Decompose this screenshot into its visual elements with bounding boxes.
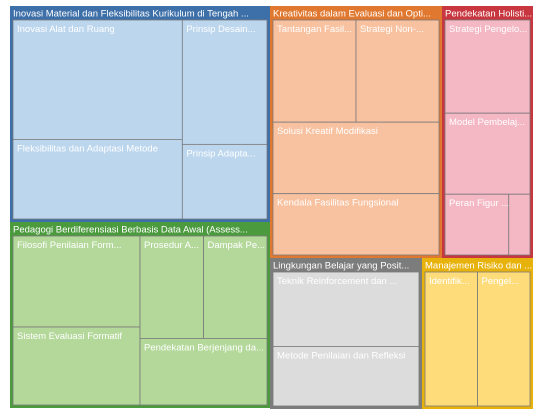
tile-label: Inovasi Alat dan Ruang	[17, 24, 115, 35]
tile-label: Identifik...	[429, 276, 470, 287]
tile-label: Tantangan Fasil...	[277, 24, 352, 35]
tile-label: Kendala Fasilitas Fungsional	[277, 197, 399, 209]
tile-label: Model Pembelaj...	[449, 117, 526, 129]
treemap-tile[interactable]	[140, 236, 204, 338]
tile-label: Teknik Reinforcement dan ...	[277, 276, 398, 287]
group-header-label: Kreativitas dalam Evaluasi dan Opti...	[273, 8, 431, 20]
tile-label: Fleksibilitas dan Adaptasi Metode	[17, 143, 158, 155]
group-header-label: Pedagogi Berdiferensiasi Berbasis Data Awal (Assess...	[13, 224, 248, 236]
tile-label: Solusi Kreatif Modifikasi	[277, 126, 378, 138]
tile-label: Pendekatan Berjenjang da...	[144, 342, 264, 354]
group-header-label: Pendekatan Holisti...	[445, 8, 533, 20]
group-header-label: Lingkungan Belajar yang Posit...	[273, 260, 410, 272]
treemap-tile[interactable]	[356, 20, 439, 122]
treemap-tile[interactable]	[478, 272, 531, 406]
tile-label: Prinsip Desain...	[186, 24, 256, 35]
tile-label: Filosofi Penilaian Form...	[17, 240, 122, 251]
tile-label: Pengel...	[481, 276, 519, 287]
tile-label: Prosedur A...	[144, 240, 199, 251]
tile-label: Strategi Pengelo...	[449, 24, 528, 35]
treemap-tile[interactable]	[204, 236, 268, 338]
tile-label: Prinsip Adapta...	[186, 148, 256, 160]
treemap-tile[interactable]	[13, 20, 182, 139]
group-header-label: Manajemen Risiko dan ...	[425, 260, 533, 272]
treemap-tile[interactable]	[425, 272, 478, 406]
tile-label: Strategi Non-...	[360, 24, 424, 35]
tile-label: Peran Figur ...	[449, 198, 510, 210]
tile-label: Dampak Pe...	[207, 240, 266, 251]
group-header-label: Inovasi Material dan Fleksibilitas Kurikulum di Tengah ...	[13, 8, 249, 20]
treemap-tile[interactable]	[182, 20, 267, 144]
tile-label: Sistem Evaluasi Formatif	[17, 331, 123, 342]
treemap-tile[interactable]	[273, 20, 356, 122]
treemap-tile[interactable]	[509, 194, 530, 255]
tile-label: Metode Penilaian dan Refleksi	[277, 350, 406, 362]
